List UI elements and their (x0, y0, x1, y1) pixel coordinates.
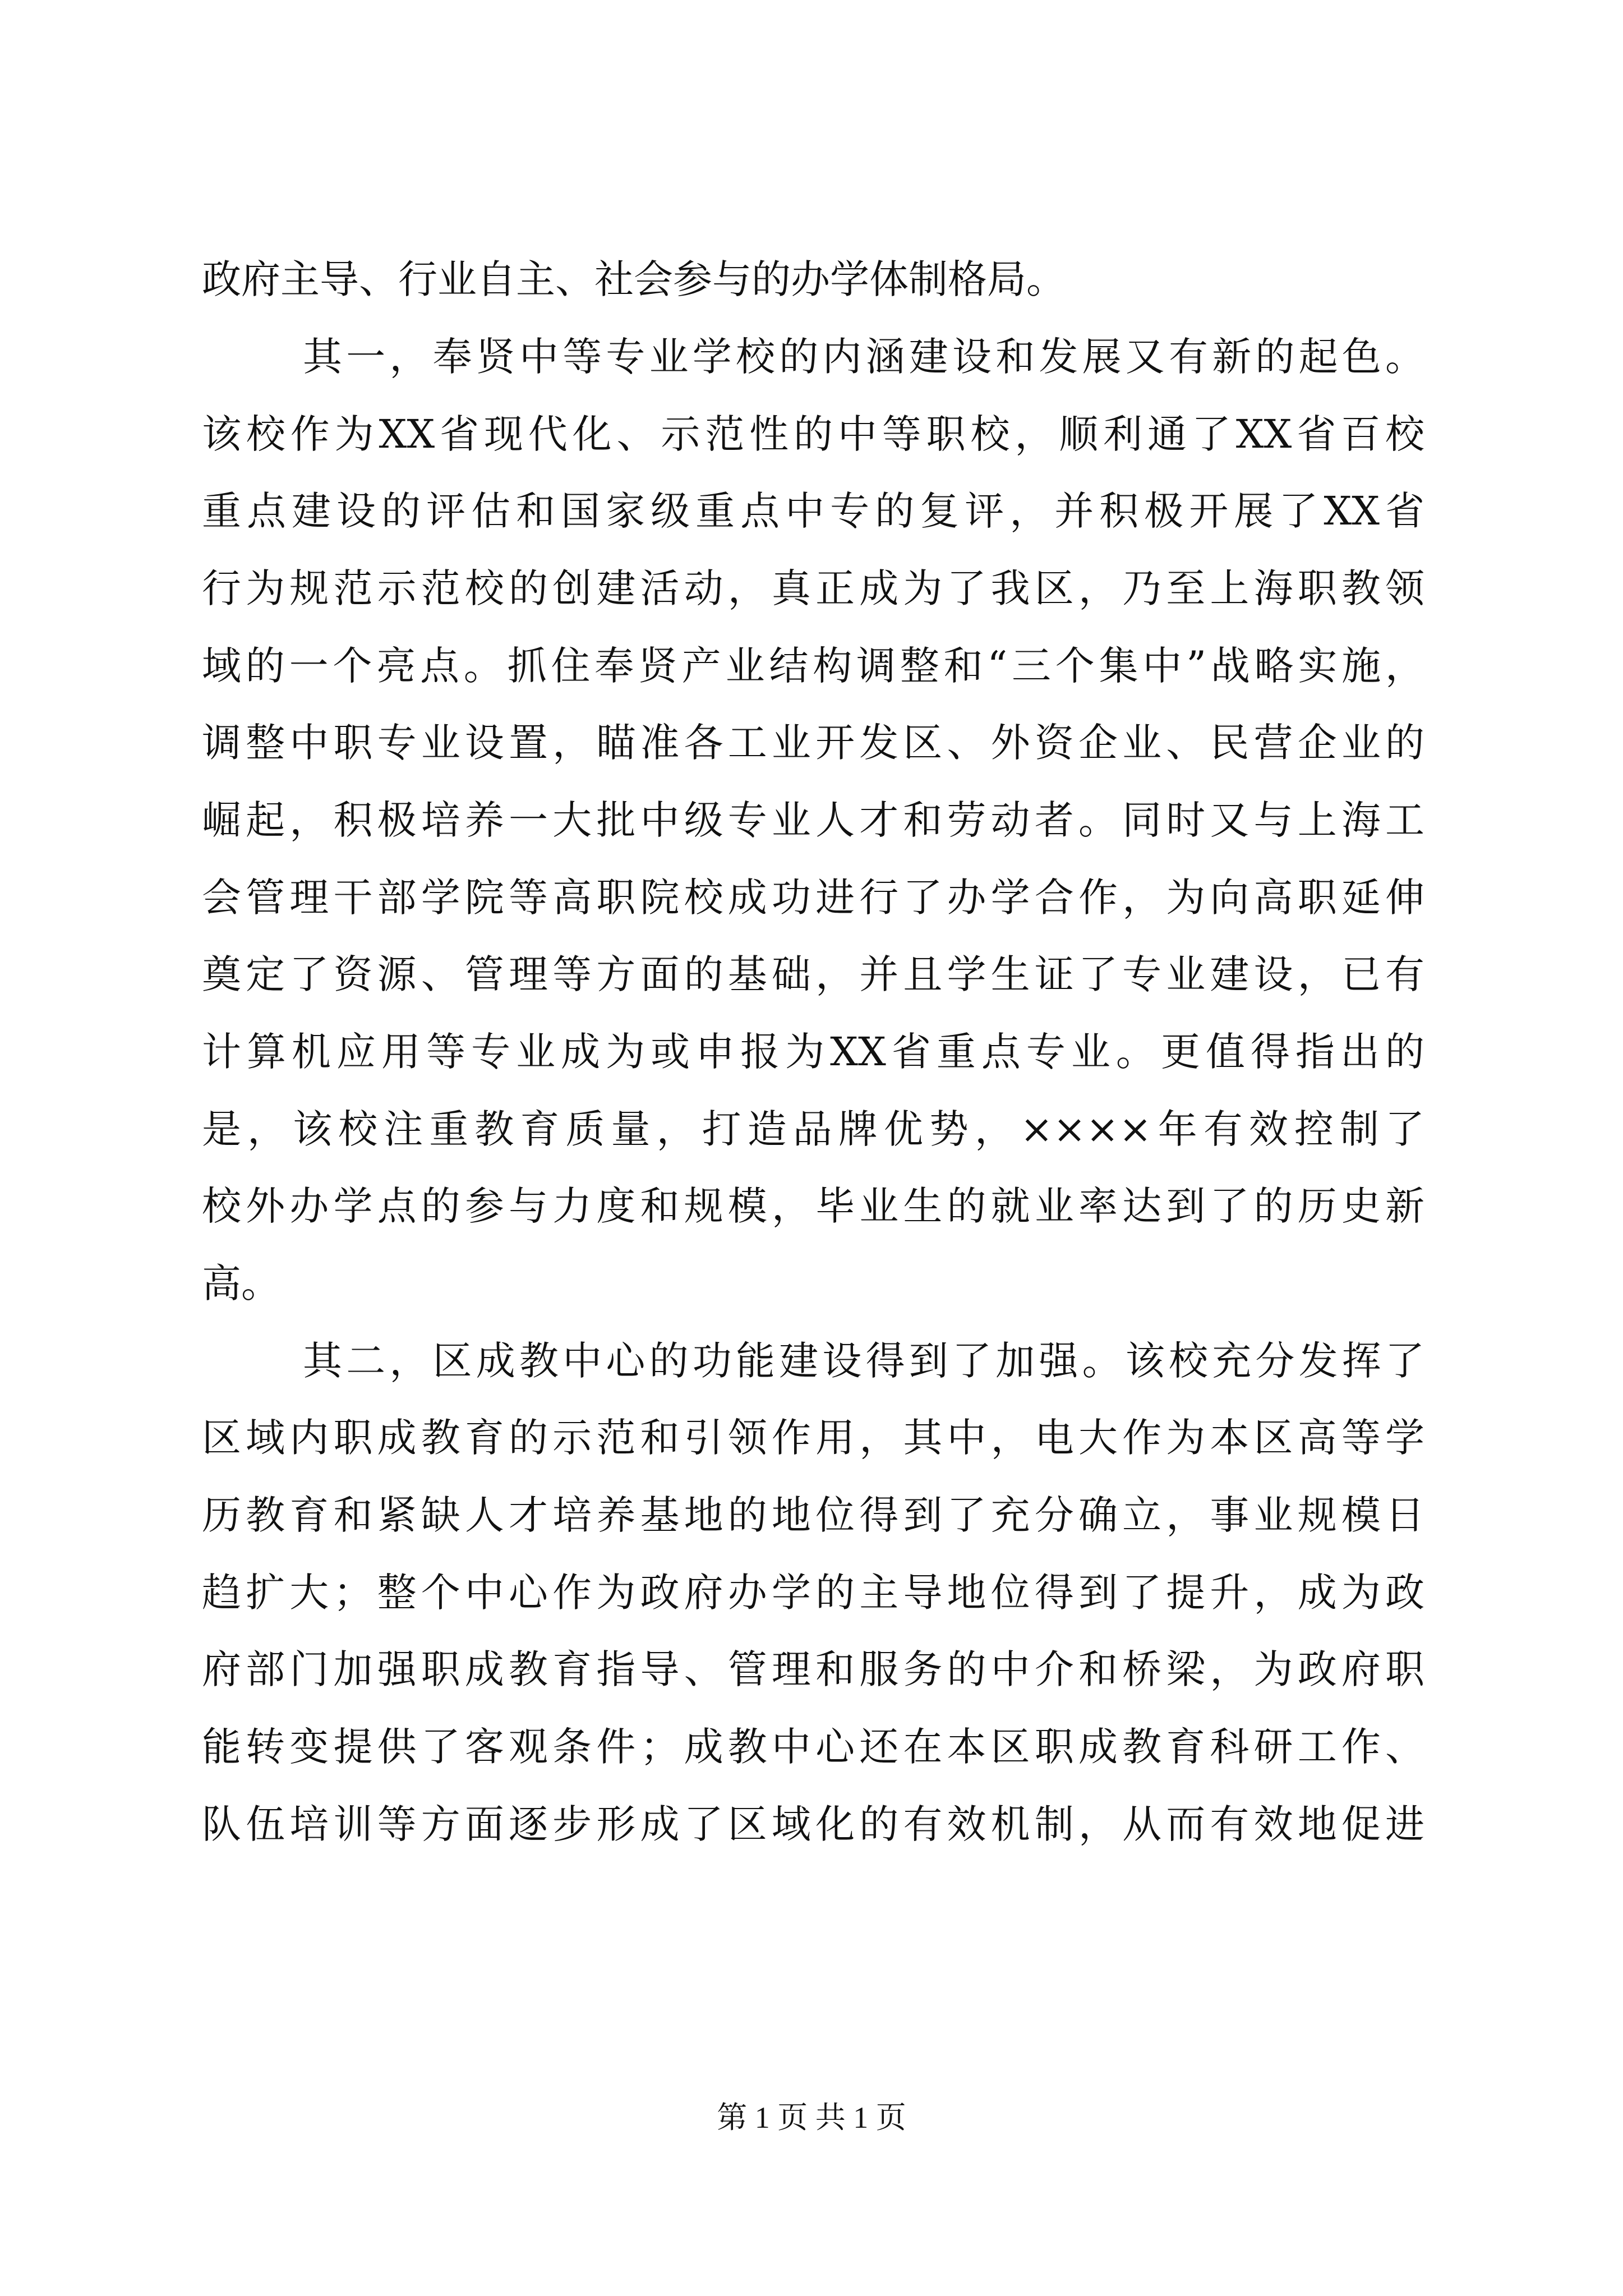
paragraph-line: 该校作为XX省现代化、示范性的中等职校，顺利通了XX省百校 (202, 411, 1424, 457)
paragraph-line: 计算机应用等专业成为或申报为XX省重点专业。更值得指出的 (202, 1029, 1424, 1075)
paragraph-line: 是，该校注重教育质量，打造品牌优势，××××年有效控制了 (202, 1106, 1424, 1152)
paragraph-line: 区域内职成教育的示范和引领作用，其中，电大作为本区高等学 (202, 1415, 1424, 1461)
paragraph-line: 会管理干部学院等高职院校成功进行了办学合作，为向高职延伸 (202, 875, 1424, 921)
paragraph-line: 其二，区成教中心的功能建设得到了加强。该校充分发挥了 (303, 1338, 1424, 1384)
paragraph-line: 高。 (202, 1260, 280, 1306)
paragraph-line: 能转变提供了客观条件；成教中心还在本区职成教育科研工作、 (202, 1724, 1424, 1770)
paragraph-line: 域的一个亮点。抓住奉贤产业结构调整和“三个集中”战略实施， (202, 643, 1424, 689)
paragraph-line: 校外办学点的参与力度和规模，毕业生的就业率达到了的历史新 (202, 1183, 1424, 1229)
paragraph-line: 重点建设的评估和国家级重点中专的复评，并积极开展了XX省 (202, 488, 1424, 534)
paragraph-line: 趋扩大；整个中心作为政府办学的主导地位得到了提升，成为政 (202, 1570, 1424, 1616)
paragraph-line: 调整中职专业设置，瞄准各工业开发区、外资企业、民营企业的 (202, 720, 1424, 766)
paragraph-line: 府部门加强职成教育指导、管理和服务的中介和桥梁，为政府职 (202, 1646, 1424, 1692)
paragraph-line: 历教育和紧缺人才培养基地的地位得到了充分确立，事业规模日 (202, 1492, 1424, 1538)
paragraph-line: 崛起，积极培养一大批中级专业人才和劳动者。同时又与上海工 (202, 797, 1424, 843)
paragraph-line: 政府主导、行业自主、社会参与的办学体制格局。 (202, 256, 1066, 302)
page-number-footer: 第 1 页 共 1 页 (717, 2101, 906, 2134)
paragraph-line: 行为规范示范校的创建活动，真正成为了我区，乃至上海职教领 (202, 565, 1424, 611)
paragraph-line: 奠定了资源、管理等方面的基础，并且学生证了专业建设，已有 (202, 951, 1424, 997)
paragraph-line: 队伍培训等方面逐步形成了区域化的有效机制，从而有效地促进 (202, 1801, 1424, 1847)
paragraph-line: 其一，奉贤中等专业学校的内涵建设和发展又有新的起色。 (303, 334, 1424, 380)
